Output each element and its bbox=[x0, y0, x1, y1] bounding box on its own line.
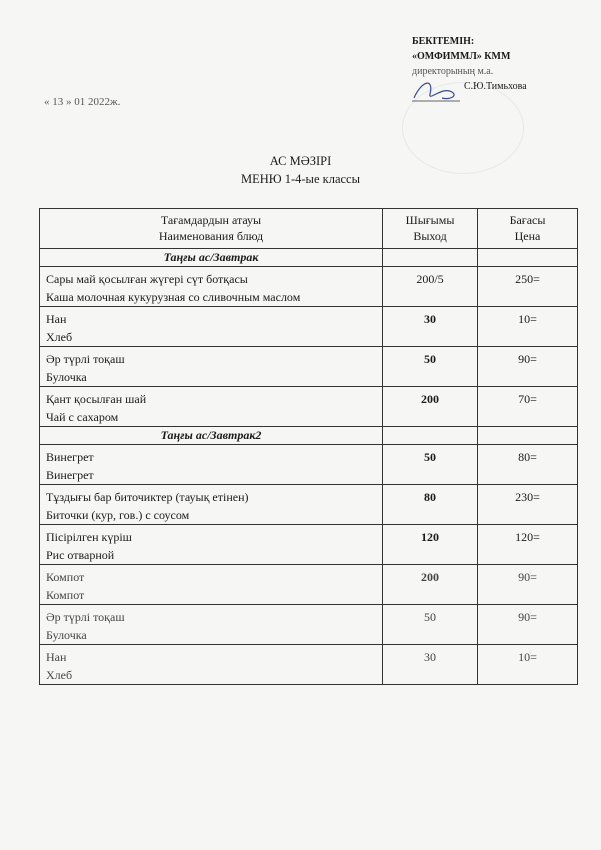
dish-name-cell bbox=[40, 525, 383, 565]
dish-name-ru: Рис отварной bbox=[46, 548, 115, 562]
dish-name-ru: Биточки (кур, гов.) с соусом bbox=[46, 508, 190, 522]
dish-name-kz: Винегрет bbox=[46, 450, 94, 464]
header-output-ru: Выход bbox=[413, 229, 447, 243]
approval-heading: БЕКІТЕМІН: bbox=[412, 36, 475, 47]
document-title: АС МӘЗІРІ bbox=[269, 154, 332, 168]
signature-image bbox=[412, 76, 562, 106]
section-title: Таңғы ас/Завтрак bbox=[40, 249, 383, 267]
dish-name-kz: Тұздығы бар биточиктер (тауық етінен) bbox=[46, 490, 249, 504]
dish-price: 230= bbox=[478, 485, 578, 525]
dish-price: 250= bbox=[478, 267, 578, 307]
section-title: Таңғы ас/Завтрак2 bbox=[40, 427, 383, 445]
dish-name-cell bbox=[40, 307, 383, 347]
dish-name-ru: Хлеб bbox=[46, 668, 73, 682]
menu-table bbox=[39, 208, 578, 685]
dish-price: 10= bbox=[478, 307, 578, 347]
table-row bbox=[40, 525, 578, 565]
header-name-kz: Тағамдардын атауы bbox=[160, 213, 262, 227]
header-price-ru: Цена bbox=[514, 229, 541, 243]
header-price bbox=[478, 209, 578, 249]
dish-name-cell bbox=[40, 347, 383, 387]
dish-price: 90= bbox=[478, 565, 578, 605]
dish-name-cell bbox=[40, 387, 383, 427]
approval-organization: «ОМФИММЛ» КММ bbox=[412, 51, 511, 62]
header-output-kz: Шығымы bbox=[405, 213, 455, 227]
dish-name-kz: Әр түрлі тоқаш bbox=[46, 352, 125, 366]
dish-name-ru: Булочка bbox=[46, 628, 87, 642]
dish-output: 200/5 bbox=[383, 267, 478, 307]
dish-name-ru: Каша молочная кукурузная со сливочным маслом bbox=[46, 290, 301, 304]
header-output bbox=[383, 209, 478, 249]
table-row bbox=[40, 307, 578, 347]
dish-name-kz: Әр түрлі тоқаш bbox=[46, 610, 125, 624]
dish-name-ru: Винегрет bbox=[46, 468, 94, 482]
dish-output: 30 bbox=[383, 307, 478, 347]
dish-name-cell bbox=[40, 267, 383, 307]
dish-name-ru: Чай с сахаром bbox=[46, 410, 119, 424]
dish-price: 90= bbox=[478, 605, 578, 645]
dish-price: 90= bbox=[478, 347, 578, 387]
dish-output: 50 bbox=[383, 605, 478, 645]
header-name bbox=[40, 209, 383, 249]
table-row bbox=[40, 565, 578, 605]
dish-output: 30 bbox=[383, 645, 478, 685]
table-row bbox=[40, 645, 578, 685]
table-row bbox=[40, 387, 578, 427]
dish-name-ru: Компот bbox=[46, 588, 85, 602]
dish-name-ru: Булочка bbox=[46, 370, 87, 384]
dish-name-cell bbox=[40, 645, 383, 685]
dish-price: 80= bbox=[478, 445, 578, 485]
dish-name-cell bbox=[40, 445, 383, 485]
dish-price: 120= bbox=[478, 525, 578, 565]
dish-output: 50 bbox=[383, 347, 478, 387]
document-date: « 13 » 01 2022ж. bbox=[44, 96, 121, 108]
table-row bbox=[40, 445, 578, 485]
section-breakfast bbox=[40, 249, 578, 267]
dish-output: 80 bbox=[383, 485, 478, 525]
dish-name-cell bbox=[40, 565, 383, 605]
dish-name-kz: Сары май қосылған жүгері сүт ботқасы bbox=[46, 272, 248, 286]
dish-price: 10= bbox=[478, 645, 578, 685]
dish-name-kz: Нан bbox=[46, 312, 67, 326]
dish-output: 120 bbox=[383, 525, 478, 565]
dish-name-kz: Нан bbox=[46, 650, 67, 664]
dish-name-kz: Компот bbox=[46, 570, 85, 584]
table-row bbox=[40, 605, 578, 645]
dish-name-ru: Хлеб bbox=[46, 330, 73, 344]
dish-price: 70= bbox=[478, 387, 578, 427]
header-price-kz: Бағасы bbox=[509, 213, 546, 227]
approval-signer: С.Ю.Тимьхова bbox=[464, 81, 527, 92]
dish-name-kz: Қант қосылған шай bbox=[46, 392, 147, 406]
section-breakfast2 bbox=[40, 427, 578, 445]
dish-name-cell bbox=[40, 485, 383, 525]
dish-name-cell bbox=[40, 605, 383, 645]
document-subtitle: МЕНЮ 1-4-ые классы bbox=[240, 172, 360, 186]
table-row bbox=[40, 267, 578, 307]
table-row bbox=[40, 485, 578, 525]
header-name-ru: Наименования блюд bbox=[158, 229, 264, 243]
dish-output: 200 bbox=[383, 565, 478, 605]
dish-output: 50 bbox=[383, 445, 478, 485]
approval-position: директорының м.а. bbox=[412, 66, 494, 77]
dish-output: 200 bbox=[383, 387, 478, 427]
table-row bbox=[40, 347, 578, 387]
dish-name-kz: Пісірілген күріш bbox=[46, 530, 132, 544]
table-header-row bbox=[40, 209, 578, 249]
